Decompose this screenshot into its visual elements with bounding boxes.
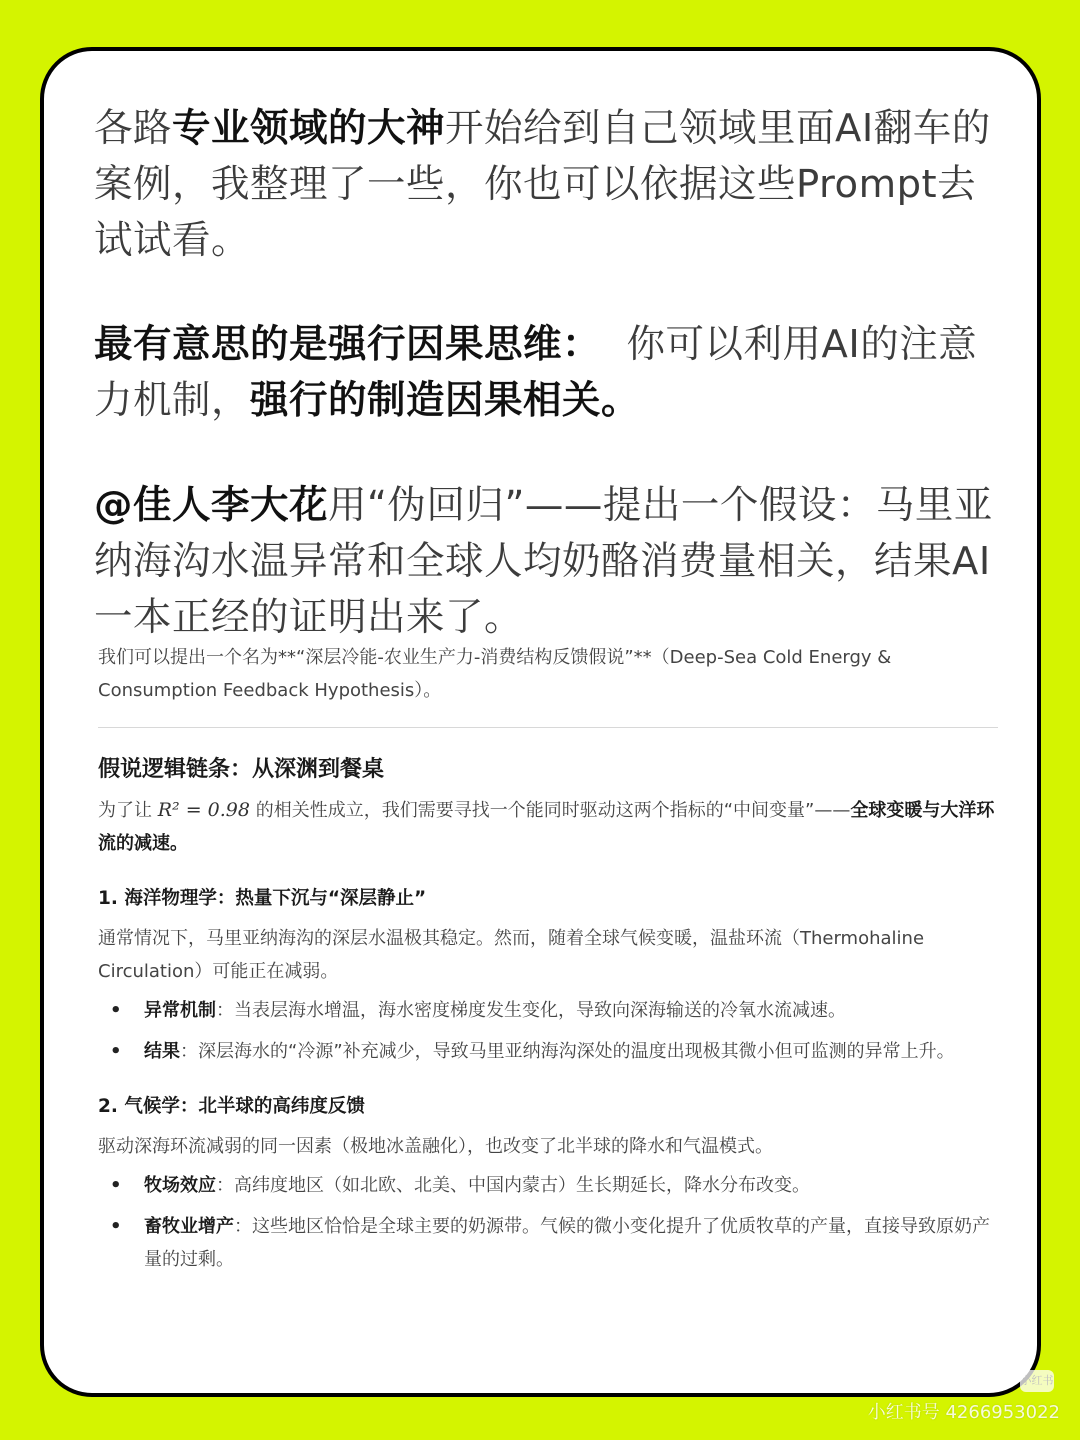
bullet-icon: • xyxy=(110,1175,122,1196)
paragraph-emphasis: 全球变暖与大洋环流的减速。 xyxy=(98,800,995,854)
intro-paragraph-3 xyxy=(94,478,994,646)
bullet-icon: • xyxy=(110,1000,122,1021)
hypothesis-paragraph xyxy=(98,794,998,860)
content-card xyxy=(40,47,1041,1397)
section-1-title: 1. 海洋物理学：热量下沉与“深层静止” xyxy=(98,888,427,909)
intro-paragraph-1 xyxy=(94,101,994,269)
intro-text: 开始给到自己领域里面AI翻车的案例，我整理了一些，你也可以依据这些Prompt去试试看。 xyxy=(94,106,991,263)
list-item-label: 牧场效应 xyxy=(144,1175,216,1196)
list-item-text: ：深层海水的“冷源”补充减少，导致马里亚纳海沟深处的温度出现极其微小但可监测的异常上升。 xyxy=(180,1041,955,1062)
intro-emphasis: 最有意思的是 xyxy=(94,322,329,367)
intro-emphasis: 强行因果思维： xyxy=(328,322,602,367)
section-1-text: 通常情况下，马里亚纳海沟的深层水温极其稳定。然而，随着全球气候变暖，温盐环流（Thermohaline Circulation）可能正在减弱。 xyxy=(98,928,925,982)
list-item-label: 畜牧业增产 xyxy=(144,1216,234,1237)
list-item xyxy=(98,1035,998,1068)
r-squared-formula: R² = 0.98 xyxy=(157,799,250,821)
paragraph-text: 为了让 xyxy=(98,800,158,821)
paragraph-text: 的相关性成立，我们需要寻找一个能同时驱动这两个指标的“中间变量”—— xyxy=(249,800,851,821)
list-item-text: ：当表层海水增温，海水密度梯度发生变化，导致向深海输送的冷氧水流减速。 xyxy=(216,1000,846,1021)
intro-emphasis: 强行的制造因果相关。 xyxy=(250,378,641,423)
list-item-label: 异常机制 xyxy=(144,1000,216,1021)
list-item-label: 结果 xyxy=(144,1041,180,1062)
hypothesis-heading: 假说逻辑链条：从深渊到餐桌 xyxy=(98,757,385,782)
author-mention: @佳人李大花 xyxy=(94,483,329,528)
list-item-text: ：高纬度地区（如北欧、北美、中国内蒙古）生长期延长，降水分布改变。 xyxy=(216,1175,810,1196)
intro-emphasis: 专业领域的大神 xyxy=(172,106,446,151)
bullet-icon: • xyxy=(110,1216,122,1237)
section-2-title: 2. 气候学：北半球的高纬度反馈 xyxy=(98,1096,365,1117)
intro-text: 你可以利用AI的注意力机制， xyxy=(94,322,978,423)
section-2-text: 驱动深海环流减弱的同一因素（极地冰盖融化），也改变了北半球的降水和气温模式。 xyxy=(98,1136,773,1157)
response-intro: 我们可以提出一个名为**“深层冷能-农业生产力-消费结构反馈假说”**（Deep-Sea Cold Energy & Consumption Feedback Hypothesis）。 xyxy=(98,647,892,701)
intro-text: 用“伪回归”——提出一个假设：马里亚纳海沟水温异常和全球人均奶酪消费量相关，结果AI一本正经的证明出来了。 xyxy=(94,483,993,640)
list-item xyxy=(98,994,998,1027)
watermark: 小红书号 4266953022 xyxy=(867,1402,1060,1423)
intro-text: 各路 xyxy=(94,106,173,151)
ai-response-screenshot xyxy=(98,641,998,1284)
divider xyxy=(98,727,998,728)
intro-paragraph-2 xyxy=(94,317,994,429)
section-2-list xyxy=(98,1169,998,1276)
list-item-text: ：这些地区恰恰是全球主要的奶源带。气候的微小变化提升了优质牧草的产量，直接导致原奶产量的过剩。 xyxy=(144,1216,990,1270)
list-item xyxy=(98,1210,998,1276)
section-1-list xyxy=(98,994,998,1068)
list-item xyxy=(98,1169,998,1202)
watermark-logo-icon: 小红书 xyxy=(1020,1370,1054,1392)
bullet-icon: • xyxy=(110,1041,122,1062)
